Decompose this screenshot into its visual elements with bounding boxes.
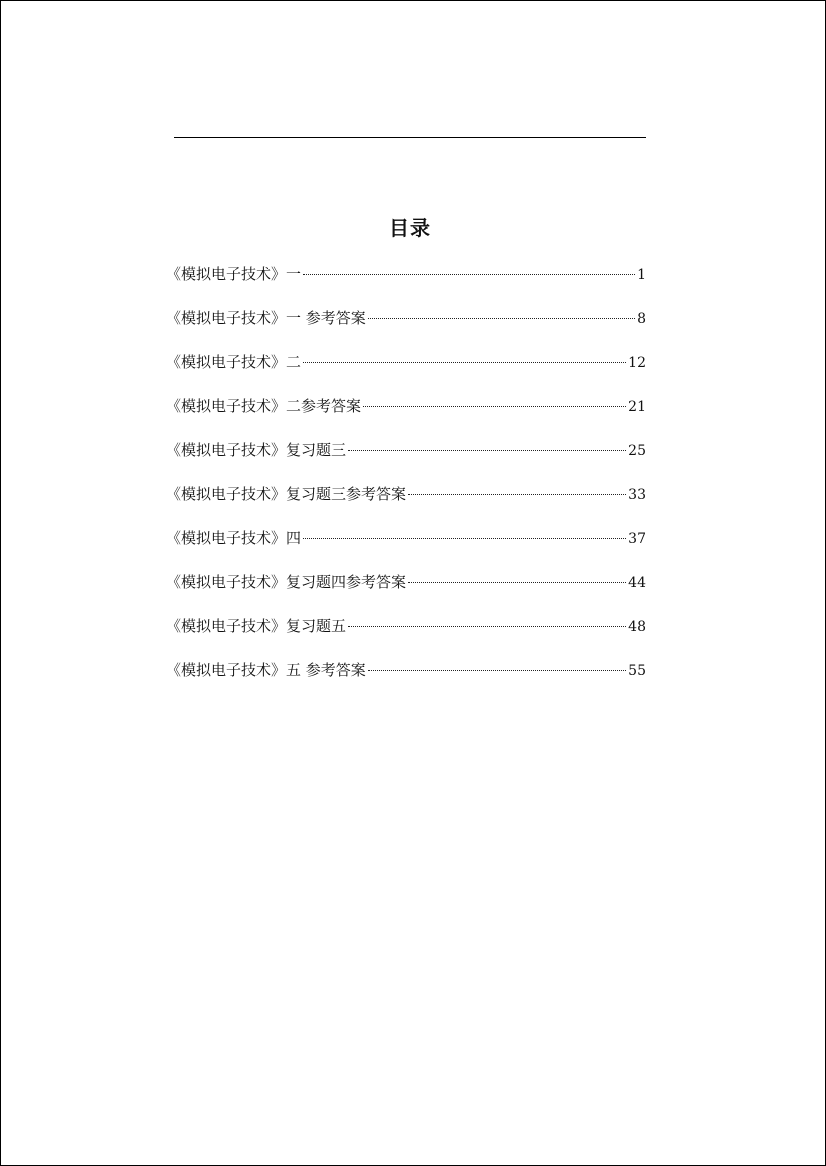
toc-entry[interactable] [166,304,646,348]
toc-entry-title: 《模拟电子技术》二参考答案 [166,397,362,415]
toc-entry-title: 《模拟电子技术》一 参考答案 [166,309,366,327]
toc-entry-title: 《模拟电子技术》复习题五 [166,617,347,635]
toc-entry-title: 《模拟电子技术》四 [166,529,302,547]
toc-entry-page: 1 [637,267,646,283]
toc-entry[interactable] [166,656,646,700]
toc-entry[interactable] [166,612,646,656]
toc-leader-dots [363,406,626,407]
toc-entry-title: 《模拟电子技术》复习题三 [166,441,347,459]
toc-leader-dots [348,450,626,451]
toc-entry[interactable] [166,480,646,524]
toc-entry-page: 48 [628,619,646,635]
toc-leader-dots [408,494,626,495]
header-rule [174,137,646,138]
toc-entry[interactable] [166,348,646,392]
toc-leader-dots [303,274,635,275]
table-of-contents [166,260,646,700]
toc-entry-title: 《模拟电子技术》五 参考答案 [166,661,366,679]
toc-entry-title: 《模拟电子技术》一 [166,265,302,283]
toc-entry-page: 37 [628,531,646,547]
toc-leader-dots [408,582,626,583]
toc-entry[interactable] [166,568,646,612]
toc-entry-page: 12 [628,355,646,371]
toc-leader-dots [303,362,626,363]
toc-leader-dots [368,318,635,319]
toc-leader-dots [303,538,626,539]
toc-entry[interactable] [166,260,646,304]
toc-entry-title: 《模拟电子技术》复习题四参考答案 [166,573,407,591]
toc-entry[interactable] [166,392,646,436]
toc-leader-dots [368,670,626,671]
toc-title: 目录 [389,216,431,240]
toc-entry-page: 33 [628,487,646,503]
toc-entry-page: 8 [637,311,646,327]
toc-entry-title: 《模拟电子技术》二 [166,353,302,371]
toc-entry-page: 44 [628,575,646,591]
toc-entry-page: 25 [628,443,646,459]
toc-entry-page: 21 [628,399,646,415]
toc-entry[interactable] [166,436,646,480]
toc-leader-dots [348,626,626,627]
toc-entry-title: 《模拟电子技术》复习题三参考答案 [166,485,407,503]
toc-entry-page: 55 [628,663,646,679]
toc-entry[interactable] [166,524,646,568]
